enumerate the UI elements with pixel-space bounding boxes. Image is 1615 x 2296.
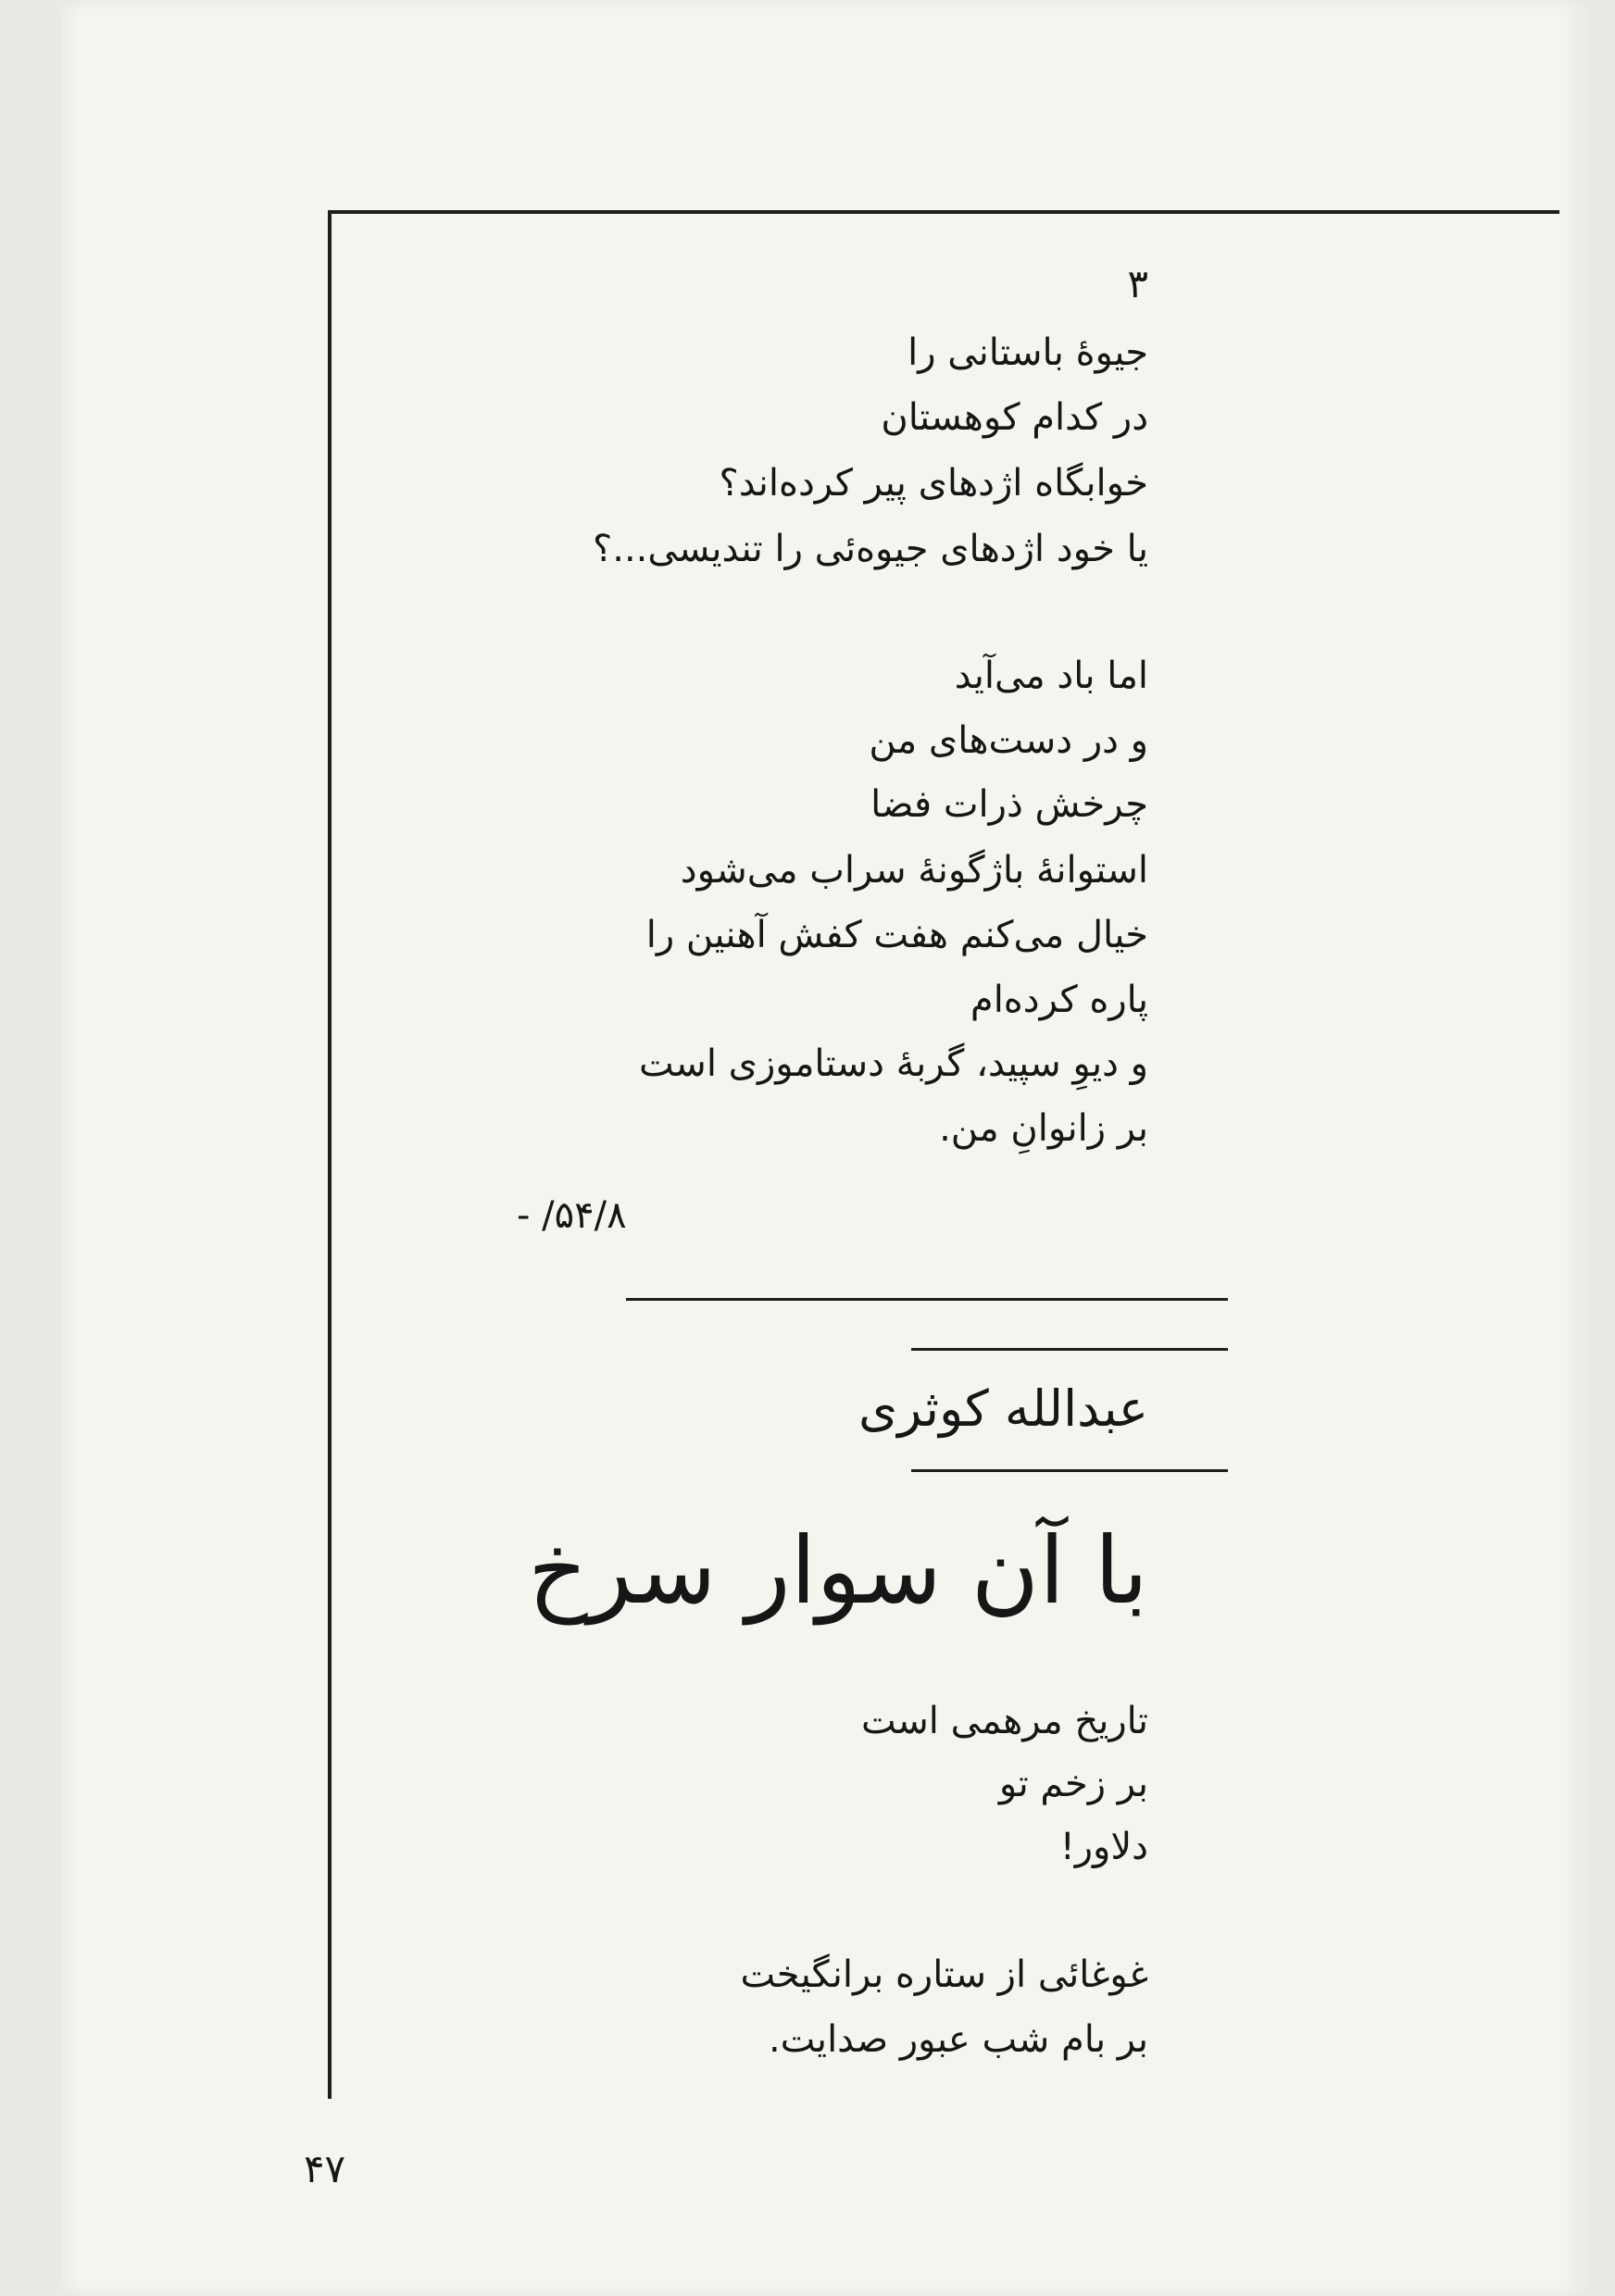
poem-line: بر بام شب عبور صدایت. [768,2018,1148,2061]
top-frame-rule [328,210,1559,214]
section-number: ۳ [1127,261,1148,306]
poem-line: دلاور! [1059,1826,1148,1868]
poem-line: خیال می‌کنم هفت کفش آهنین را [645,914,1148,956]
author-name: عبدالله کوثری [858,1379,1148,1438]
page-number: ۴۷ [304,2146,346,2191]
poem-line: استوانهٔ باژگونهٔ سراب می‌شود [680,849,1148,892]
poem-line: غوغائی از ستاره برانگیخت [740,1953,1148,1996]
author-rule-top [911,1348,1228,1351]
author-rule-bottom [911,1469,1228,1472]
poem-line: یا خود اژدهای جیوه‌ئی را تندیسی...؟ [593,528,1148,570]
poem-line: پاره کرده‌ام [970,979,1148,1021]
poem-line: خوابگاه اژدهای پیر کرده‌اند؟ [719,462,1148,505]
poem-line: و دیوِ سپید، گربهٔ دستاموزی است [639,1042,1148,1085]
poem-line: تاریخ مرهمی است [861,1700,1148,1742]
poem-line: چرخش ذرات فضا [870,783,1148,826]
poem-line: اما باد می‌آید [954,655,1148,697]
book-page [61,0,1589,2296]
poem-line: جیوهٔ باستانی را [908,331,1148,374]
poem-date: - /۵۴/۸ [517,1194,627,1237]
poem-title: با آن سوار سرخ [528,1516,1148,1625]
left-frame-rule [328,210,332,2099]
separator-rule [626,1298,1228,1301]
poem-line: در کدام کوهستان [881,396,1148,439]
poem-line: بر زانوانِ من. [939,1107,1148,1150]
poem-line: بر زخم تو [998,1763,1148,1805]
poem-line: و در دست‌های من [869,719,1148,762]
